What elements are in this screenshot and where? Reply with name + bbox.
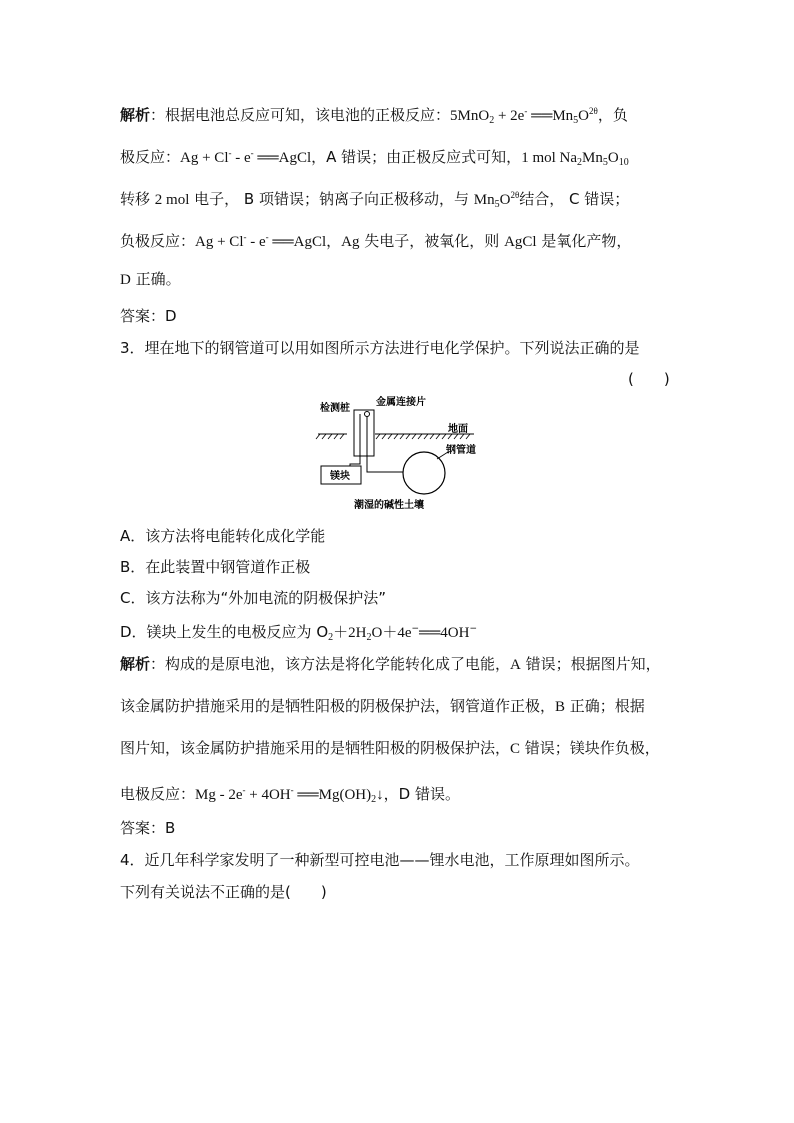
q2-analysis-line-5	[120, 269, 181, 290]
text: 电子， B 项错误；钠离子向正极移动，与	[189, 190, 474, 208]
label-connector: 金属连接片	[376, 397, 426, 408]
text: ，负	[597, 106, 628, 124]
q3-option-a: A．该方法将电能转化成化学能	[120, 527, 326, 545]
equation: $Mn_5O^{2\theta}$	[473, 190, 520, 210]
text: ：根据电池总反应可知，该电池的正极反应：	[150, 106, 451, 124]
text: 是氧化产物，	[536, 232, 632, 250]
text: 转移	[120, 190, 155, 208]
q2-analysis-line-4	[120, 227, 631, 252]
text: ，	[326, 232, 342, 250]
label-magnesium-block: 镁块	[330, 471, 350, 482]
equation: Ag + Cl- - e- ══AgCl	[195, 232, 327, 250]
label-detection-post: 检测桩	[320, 403, 350, 414]
q3-analysis-line-2: 该金属防护措施采用的是牺牲阳极的阴极保护法，钢管道作正极，B 正确；根据	[120, 697, 645, 715]
text: ，A 错误；由正极反应式可知，	[311, 148, 522, 166]
q2-answer: 答案：D	[120, 307, 177, 325]
q2-analysis-line-3	[120, 185, 629, 215]
ground-hatching	[316, 434, 470, 439]
text: 正确。	[130, 270, 181, 288]
text: 极反应：	[120, 148, 181, 166]
text: 结合， C 错误；	[519, 190, 630, 208]
equation: D	[120, 272, 131, 288]
label-ground: 地面	[448, 424, 468, 435]
label-soil: 潮湿的碱性土壤	[354, 500, 424, 511]
q3-stem: 3．埋在地下的钢管道可以用如图所示方法进行电化学保护。下列说法正确的是	[120, 339, 640, 357]
equation: Ag + Cl- - e- ══AgCl	[180, 148, 312, 166]
analysis-label: 解析	[120, 106, 151, 124]
q3-analysis-line-1: 解析：构成的是原电池，该方法是将化学能转化成了电能，A 错误；根据图片知，	[120, 655, 661, 673]
q3-answer: 答案：B	[120, 819, 176, 837]
equation: Ag	[341, 234, 360, 250]
q4-stem-line-2: 下列有关说法不正确的是( )	[120, 883, 327, 901]
analysis-label: 解析	[120, 655, 151, 673]
equation: 2 mol	[154, 192, 190, 208]
equation: 1 mol $Na_2Mn_5O_{10}$	[521, 150, 629, 168]
q3-option-c: C．该方法称为“外加电流的阴极保护法”	[120, 589, 387, 607]
q4-stem-line-1: 4．近几年科学家发明了一种新型可控电池——锂水电池，工作原理如图所示。	[120, 851, 640, 869]
q3-option-d: D．镁块上发生的电极反应为 $O_2+2H_2O+4e^-══4OH^-$	[120, 623, 477, 643]
detection-post	[354, 410, 374, 456]
q3-figure	[312, 392, 482, 516]
equation: AgCl	[504, 234, 537, 250]
q3-analysis-line-3: 图片知，该金属防护措施采用的是牺牲阳极的阴极保护法，C 错误；镁块作负极，	[120, 739, 660, 757]
q3-analysis-line-4: 电极反应：Mg - 2e- + 4OH- $══Mg(OH)_2↓$，D 错误。	[120, 785, 460, 805]
q2-analysis-line-2	[120, 143, 629, 173]
q2-analysis-line-1	[120, 101, 628, 131]
q3-option-b: B．在此装置中钢管道作正极	[120, 558, 311, 576]
connector-icon	[365, 412, 370, 417]
q3-answer-bracket: ( )	[628, 370, 670, 388]
text: 失电子，被氧化，则	[359, 232, 505, 250]
text: 负极反应：	[120, 232, 196, 250]
equation: 5MnO$_2$ + 2e- $══Mn_5O^{2\theta}$	[450, 106, 598, 126]
label-steel-pipe: 钢管道	[446, 445, 476, 456]
